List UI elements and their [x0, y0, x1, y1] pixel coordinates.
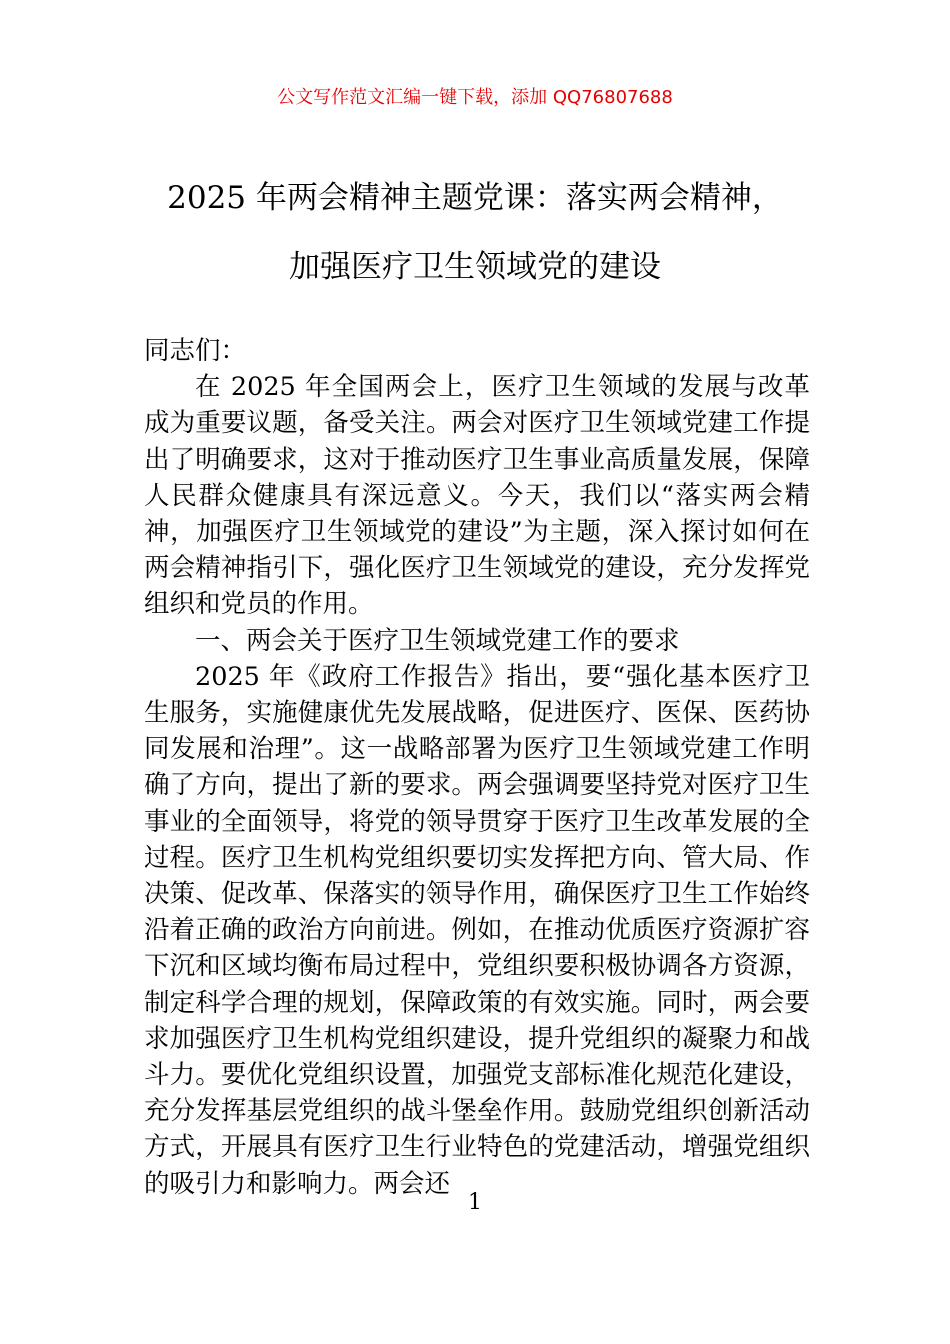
page-number: 1: [468, 1190, 482, 1215]
paragraph-requirements: 2025 年《政府工作报告》指出，要“强化基本医疗卫生服务，实施健康优先发展战略，促进医疗、医保、医药协同发展和治理”。这一战略部署为医疗卫生领域党建工作明确了方向，提出了新的要求。两会强调要坚持党对医疗卫生事业的全面领导，将党的领导贯穿于医疗卫生改革发展的全过程。医疗卫生机构党组织要切实发挥把方向、管大局、作决策、促改革、保落实的领导作用，确保医疗卫生工作始终沿着正确的政治方向前进。例如，在推动优质医疗资源扩容下沉和区域均衡布局过程中，党组织要积极协调各方资源，制定科学合理的规划，保障政策的有效实施。同时，两会要求加强医疗卫生机构党组织建设，提升党组织的凝聚力和战斗力。要优化党组织设置，加强党支部标准化规范化建设，充分发挥基层党组织的战斗堡垒作用。鼓励党组织创新活动方式，开展具有医疗卫生行业特色的党建活动，增强党组织的吸引力和影响力。两会还: [144, 661, 810, 1199]
paragraph-intro: 在 2025 年全国两会上，医疗卫生领域的发展与改革成为重要议题，备受关注。两会对医疗卫生领域党建工作提出了明确要求，这对于推动医疗卫生事业高质量发展，保障人民群众健康具有深远意义。今天，我们以“落实两会精神，加强医疗卫生领域党的建设”为主题，深入探讨如何在两会精神指引下，强化医疗卫生领域党的建设，充分发挥党组织和党员的作用。: [144, 372, 810, 620]
title-line-1: 2025 年两会精神主题党课：落实两会精神，: [167, 180, 783, 216]
salutation: 同志们：: [144, 336, 247, 366]
download-banner: 公文写作范文汇编一键下载，添加 QQ76807688: [277, 87, 673, 108]
document-body: [144, 333, 810, 1202]
section-heading: 一、两会关于医疗卫生领域党建工作的要求: [195, 625, 680, 656]
title-line-2: 加强医疗卫生领域党的建设: [289, 249, 661, 285]
